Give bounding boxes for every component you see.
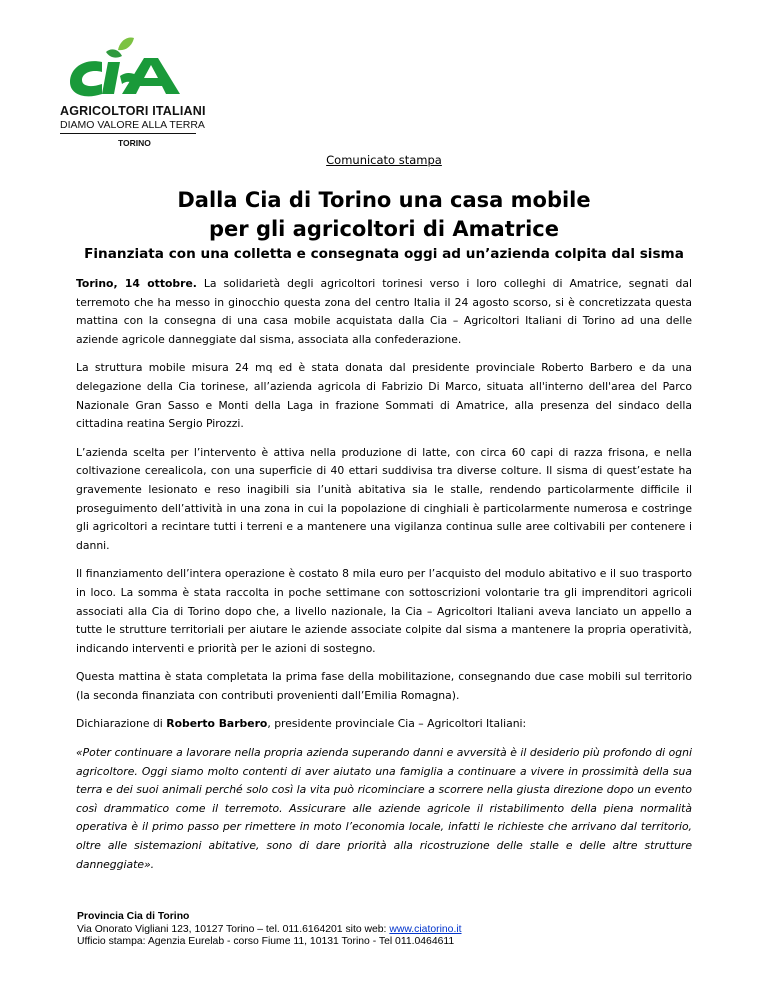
speaker-role: , presidente provinciale Cia – Agricoltori Italiani: xyxy=(267,717,527,731)
document-subtitle: Finanziata con una colletta e consegnata oggi ad un’azienda colpita dal sisma xyxy=(84,246,684,262)
footer-press-office: Ufficio stampa: Agenzia Eurelab - corso Fiume 11, 10131 Torino - Tel 011.0464611 xyxy=(77,936,455,948)
logo-city: TORINO xyxy=(118,138,151,148)
title-line-1: Dalla Cia di Torino una casa mobile xyxy=(177,188,591,212)
quote-paragraph: «Poter continuare a lavorare nella propria azienda superando danni e avversità è il desiderio più profondo di ogni agricoltore. Oggi siamo molto contenti di aver aiutato una famiglia a continuare a vivere in prossimità della sua terra e dei suoi animali perché solo così la vita può ricominciare a scorrere nella giusta direzione dopo un evento così drammatico come il terremoto. Assicurare alle aziende agricole il ristabilimento della piena normalità operativa è il primo passo per rimettere in moto l’economia locale, infatti le richieste che arrivano dal territorio, oltre alle sistemazioni abitative, sono di dare priorità alla ricostruzione delle stalle e delle altre strutture danneggiate». xyxy=(76,746,692,871)
cia-logo xyxy=(60,36,210,148)
paragraph-1-text: La solidarietà degli agricoltori torinesi verso i loro colleghi di Amatrice, segnati dal terremoto che ha messo in ginocchio questa zona del centro Italia il 24 agosto scorso, si è concretizzata questa mattina con la consegna di una casa mobile acquistata dalla Cia – Agricoltori Italiani di Torino ad una delle aziende agricole danneggiate dal sisma, associata alla confederazione. xyxy=(76,277,692,346)
footer-address-text: Via Onorato Vigliani 123, 10127 Torino – tel. 011.6164201 sito web: xyxy=(77,923,390,935)
paragraph-1 xyxy=(76,275,692,349)
document-title xyxy=(0,186,768,244)
paragraph-5: Questa mattina è stata completata la prima fase della mobilitazione, consegnando due case mobili sul territorio (la seconda finanziata con contributi provenienti dall’Emilia Romagna). xyxy=(76,670,692,702)
paragraph-6 xyxy=(76,715,692,734)
logo-tagline: DIAMO VALORE ALLA TERRA xyxy=(60,118,196,134)
speaker-name: Roberto Barbero xyxy=(166,717,268,731)
paragraph-2: La struttura mobile misura 24 mq ed è stata donata dal presidente provinciale Roberto Barbero e da una delegazione della Cia torinese, all’azienda agricola di Fabrizio Di Marco, situata all'interno dell'area del Parco Nazionale Gran Sasso e Monti della Laga in frazione Sommati di Amatrice, alla presenza del sindaco della cittadina reatina Sergio Pirozzi. xyxy=(76,361,692,431)
logo-brand-text: AGRICOLTORI ITALIANI xyxy=(60,104,206,118)
paragraph-3: L’azienda scelta per l’intervento è attiva nella produzione di latte, con circa 60 capi di razza frisona, e nella coltivazione cerealicola, con una superficie di 40 ettari suddivisa tra diverse colture. Il sisma di quest’estate ha gravemente lesionato e reso inagibili sia l’unità abitativa sia le stalle, rendendo particolarmente difficile il proseguimento dell’attività in una zona in cui la popolazione di cinghiali è particolarmente numerosa e costringe gli agricoltori a recintare tutti i terreni e a mantenere una vigilanza continua sulle aree coltivabili per contenere i danni. xyxy=(76,445,692,552)
statement-intro: Dichiarazione di xyxy=(76,717,167,731)
paragraph-4: Il finanziamento dell’intera operazione è costato 8 mila euro per l’acquisto del modulo abitativo e il suo trasporto in loco. La somma è stata raccolta in poche settimane con sottoscrizioni volontarie tra gli imprenditori agricoli associati alla Cia di Torino dopo che, a livello nazionale, la Cia – Agricoltori Italiani aveva lanciato un appello a tutte le strutture territoriali per aiutare le aziende associate colpite dal sisma a mantenere la propria operatività, indicando interventi e priorità per le azioni di sostegno. xyxy=(76,567,692,655)
footer-address xyxy=(77,924,697,937)
dateline: Torino, 14 ottobre. xyxy=(76,277,197,290)
footer xyxy=(77,911,697,949)
cia-logo-icon xyxy=(60,36,200,100)
document-body xyxy=(76,275,692,884)
website-link[interactable]: www.ciatorino.it xyxy=(389,923,462,935)
press-release-label: Comunicato stampa xyxy=(326,153,442,167)
footer-title: Provincia Cia di Torino xyxy=(77,911,190,922)
title-line-2: per gli agricoltori di Amatrice xyxy=(209,217,559,241)
